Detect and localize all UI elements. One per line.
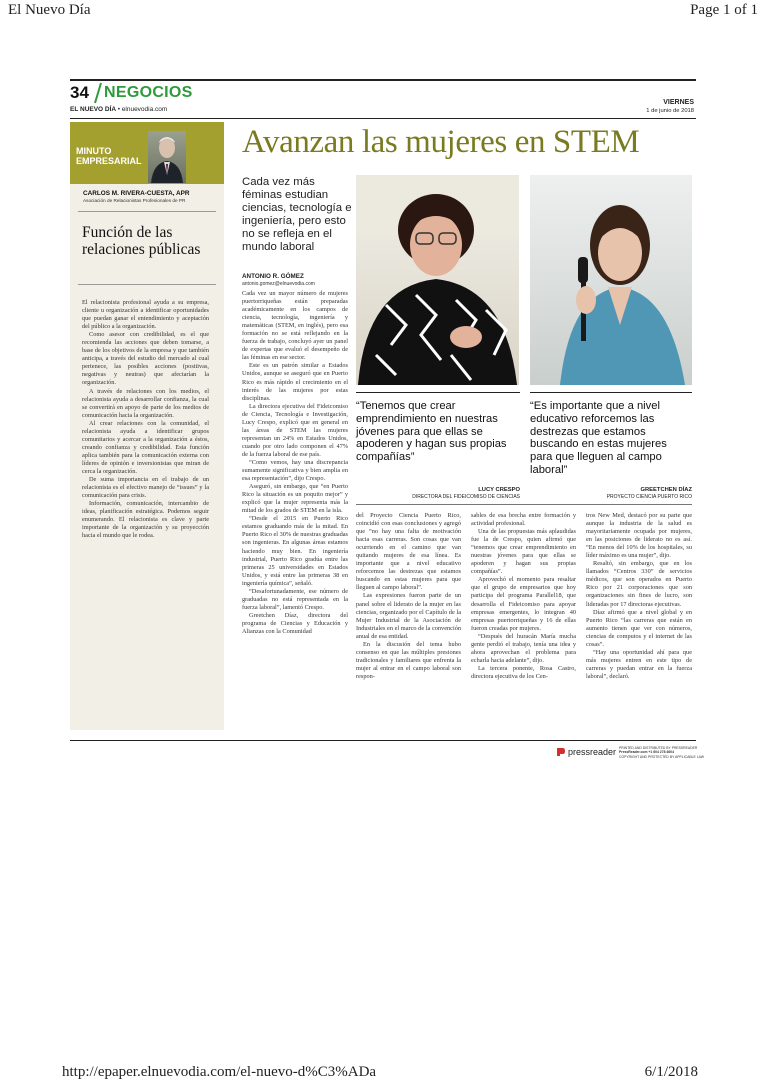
quote-greetchen-diaz: “Es importante que a nivel educativo reforcemos las destrezas que estamos buscando en estas mujeres para que lleguen al campo laboral” — [530, 400, 667, 476]
article-column-2: del Proyecto Ciencia Puerto Rico, coincidió con esas conclusiones y agregó que “no hay una falta de motivación hacia esas carreras. Son cosas que van ocurriendo en el camino que van quitando mujeres de esa línea. Es importante que a nivel educativo reforcemos las destrezas que estamos buscando en estas mujeres para que lleguen al campo laboral”. Las expresiones fueron parte de un panel sobre el liderato de la mujer en las ciencias, organizado por el Capítulo de la Mujer Industrial de la Asociación de Industriales en el marco de la convención anual de esa entidad. En la discusión del tema hubo consenso en que las múltiples presiones tradicionales y familiares que enfrenta la mujer al entrar en el campo laboral son respon- — [356, 512, 461, 680]
pressreader-notice: PRINTED AND DISTRIBUTED BY PRESSREADER PressReader.com +1 604 278 4604 COPYRIGHT AND PROTECTED BY APPLICABLE LAW — [619, 746, 704, 759]
columnist-portrait — [148, 131, 186, 183]
issue-date: 1 de junio de 2018 — [646, 108, 694, 114]
article-column-3: sables de esa brecha entre formación y actividad profesional. Una de las propuestas más aplaudidas fue la de Crespo, quien afirmó que “tenemos que crear emprendimiento en nuestras jóvenes para que ellas se apoderen y hagan sus propias compañías”. Aprovechó el momento para resaltar que el grupo de empresarios que hoy participa del programa Parallel18, que desarrolla el Fideicomiso para apoyar empresas emergentes, lo integran 40 empresas puertorriqueñas y 16 de ellas fueron creadas por mujeres. “Después del huracán María mucha gente perdió el trabajo, tenía una idea y ahora aprovechan el problema para echarla hacia adelante”, dijo. La tercera ponente, Rosa Castro, directora ejecutiva de los Cen- — [471, 512, 576, 680]
print-header-page: Page 1 of 1 — [690, 2, 758, 18]
photo-greetchen-diaz — [530, 175, 692, 385]
section-name: NEGOCIOS — [104, 84, 193, 101]
quote1-name: LUCY CRESPO — [478, 487, 520, 493]
masthead-bottom-rule — [70, 118, 696, 119]
article-headline: Avanzan las mujeres en STEM — [242, 124, 640, 160]
sidebar-body: El relacionista profesional ayuda a su empresa, cliente u organización a identificar oportunidades que puedan ganar el entendimiento y aceptación del público a la organización. Como asesor con credibilidad, es el que recomienda las acciones que deben tomarse, a base de los objetivos de la empresa y que también anticipa, a través del estudio del mercado al cual pertenece, las posibles acciones (positivas, negativas y neutras) que afectarían la organización. A través de relaciones con los medios, el relacionista ayuda a desarrollar confianza, la cual se convertirá en apoyo de parte de los medios de comunicación hacia la organización. Al crear relaciones con la comunidad, el relacionista ayuda a identificar grupos comunitarios y acercar a la organización a éstos, creando confianza y credibilidad. Esta función aplica también para la comunicación externa con líderes de opinión e inversionistas que miran de cerca la organización. De suma importancia en el trabajo de un relacionista es el efectivo manejo de “issues” y la comunicación para crisis. Información, comunicación, intercambio de ideas, planificación estratégica. Podemos seguir enumerando. El relacionista es clave y parte importante de la organización y su proyección hacia el mundo que le rodea. — [82, 299, 209, 540]
photo-lucy-crespo — [356, 175, 519, 385]
print-footer-url[interactable]: http://epaper.elnuevodia.com/el-nuevo-d%C3%ADa — [62, 1064, 377, 1080]
pressreader-icon — [556, 747, 566, 757]
print-footer-date: 6/1/2018 — [644, 1064, 698, 1080]
quote-lucy-crespo: “Tenemos que crear emprendimiento en nuestras jóvenes para que ellas se apoderen y hagan sus propias compañías” — [356, 400, 507, 464]
section-slash-icon — [93, 82, 103, 104]
sidebar-divider — [78, 211, 216, 212]
columnist-name: CARLOS M. RIVERA-CUESTA, APR — [83, 190, 190, 197]
pressreader-logo: pressreader — [556, 747, 616, 757]
column-title: Función de las relaciones públicas — [82, 224, 201, 258]
issue-day: VIERNES — [663, 99, 694, 106]
article-subhead: Cada vez más féminas estudian ciencias, tecnología e ingeniería, pero esto no se refleja en el mundo laboral — [242, 176, 352, 253]
byline-email: antonio.gomez@elnuevodia.com — [242, 281, 315, 287]
paper-name: EL NUEVO DÍA • elnuevodia.com — [70, 106, 168, 113]
article-column-4: tros New Med, destacó por su parte que aunque la industria de la salud es mayoritariamente ocupada por mujeres, en las posiciones de liderato no es así. “En menos del 10% de los hospitales, su líder máximo es una mujer”, dijo. Resaltó, sin embargo, que en los llamados “Centros 330” de servicios médicos, que son operados en Puerto Rico por 21 corporaciones que son organizaciones sin fines de lucro, son lideradas por 17 directoras ejecutivas. Díaz afirmó que a nivel global y en Puerto Rico “las carreras que están en aumento tienen que ver con números, ciencias de computos y el internet de las cosas”. “Hay una oportunidad ahí para que más mujeres entren en este tipo de carreras y puedan entrar en la fuerza laboral”, declaró. — [586, 512, 692, 680]
page-number: 34 — [70, 83, 89, 102]
quotes-bottom-rule — [356, 504, 692, 505]
columnist-org: Asociación de Relacionistas Profesionales de PR — [83, 198, 186, 203]
quote1-top-rule — [356, 392, 520, 393]
quote2-role: PROYECTO CIENCIA PUERTO RICO — [606, 494, 692, 500]
quote2-name: GREETCHEN DÍAZ — [640, 487, 692, 493]
sidebar-badge: MINUTO EMPRESARIAL — [76, 146, 142, 166]
paper-website: elnuevodia.com — [121, 106, 168, 113]
quote2-top-rule — [530, 392, 692, 393]
page-bottom-rule — [70, 740, 696, 741]
byline-name: ANTONIO R. GÓMEZ — [242, 273, 304, 280]
article-column-1: Cada vez un mayor número de mujeres puertorriqueñas están preparadas académicamente en los campos de ciencia, tecnología, ingeniería y matemáticas (STEM, en inglés), pero esa formación no se está reflejando en la fuerza de trabajo, concluyó ayer un panel de expertas que evaluó el desempeño de las féminas en ese sector. Este es un patrón similar a Estados Unidos, aunque se aseguró que en Puerto Rico es más rápido el crecimiento en el interés de las mujeres por estas disciplinas. La directora ejecutiva del Fideicomiso de Ciencia, Tecnología e Investigación, Lucy Crespo, explicó que en general en las áreas de STEM las mujeres representan un 24% en Estados Unidos, cuando por otro lado componen el 47% de la fuerza laboral de ese país. “Como vemos, hay una discrepancia sumamente significativa y bien amplia en esa representación”, dijo Crespo. Aseguró, sin embargo, que “en Puerto Rico la situación es un poquito mejor” y explicó que la mujer representa más la mitad de los grados de STEM en la isla. “Desde el 2015 en Puerto Rico estamos graduando más de la mitad. En Puerto Rico el 30% de nuestras graduadas son ingenieras. En algunas áreas estamos haciendo muy bien. En ingeniería industrial, Puerto Rico gradúa entre las primeras 25 universidades en Estados Unidos, y está entre las primeras 38 en ingeniería química”, señaló. “Desafortunadamente, ese número de graduadas no está representada en la fuerza laboral”, lamentó Crespo. Greetchen Díaz, directora del programa de Ciencias y Educación y Alianzas con la Comunidad — [242, 290, 348, 635]
print-header-title: El Nuevo Día — [8, 2, 91, 18]
quote1-role: DIRECTORA DEL FIDEICOMISO DE CIENCIAS — [412, 494, 520, 500]
sidebar-divider-2 — [78, 284, 216, 285]
masthead-top-rule — [70, 79, 696, 81]
